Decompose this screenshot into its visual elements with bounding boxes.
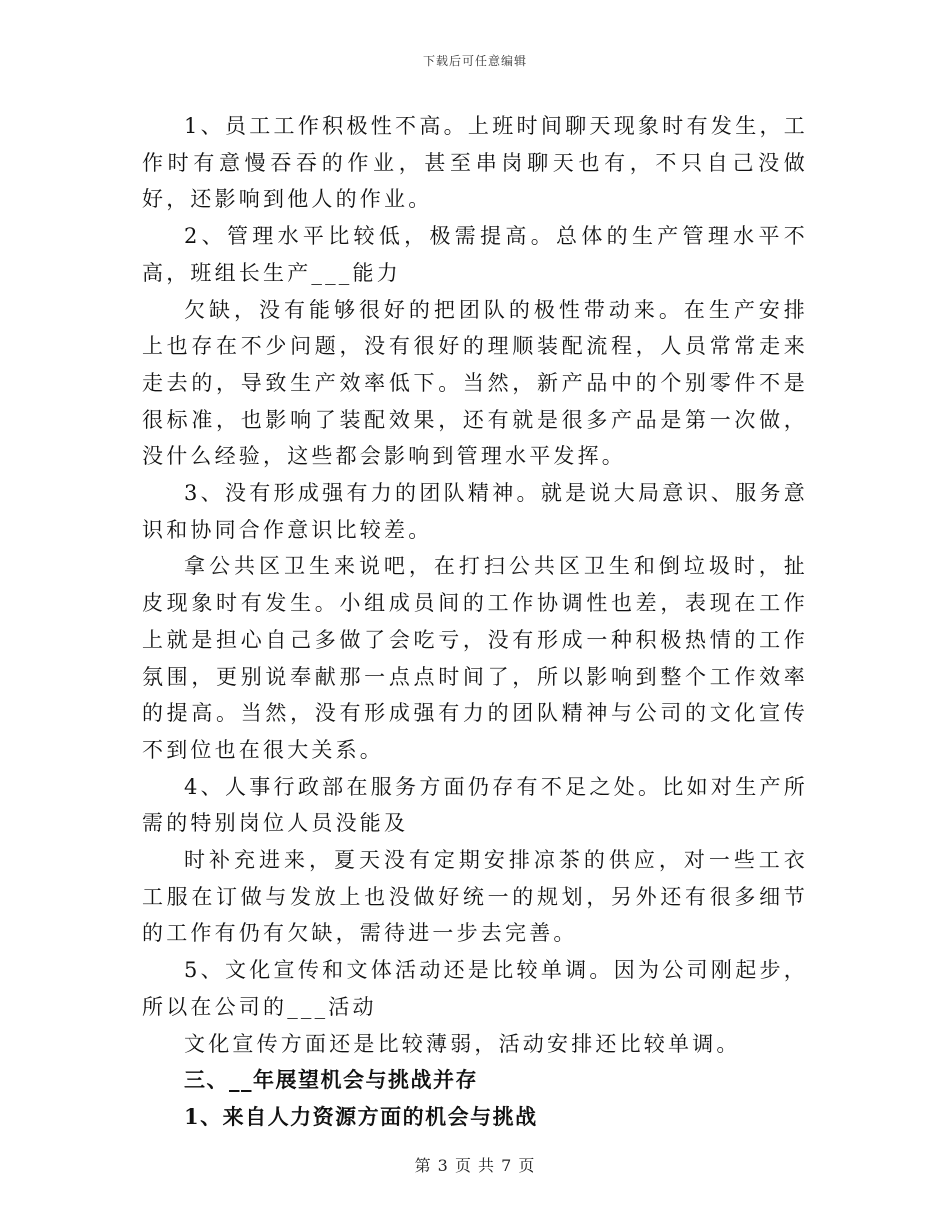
document-body: [142, 108, 808, 1136]
section-heading-outlook: 三、__年展望机会与挑战并存: [184, 1067, 478, 1093]
paragraph-team-spirit-detail: 拿公共区卫生来说吧，在打扫公共区卫生和倒垃圾时，扯皮现象时有发生。小组成员间的工作协调性也差，表现在工作上就是担心自己多做了会吃亏，没有形成一种积极热情的工作氛围，更别说奉献那一点点时间了，所以影响到整个工作效率的提高。当然，没有形成强有力的团队精神与公司的文化宣传不到位也在很大关系。: [142, 554, 808, 762]
paragraph-management-detail: 欠缺，没有能够很好的把团队的极性带动来。在生产安排上也存在不少问题，没有很好的理顺装配流程，人员常常走来走去的，导致生产效率低下。当然，新产品中的个别零件不是很标准，也影响了装配效果，还有就是很多产品是第一次做，没什么经验，这些都会影响到管理水平发挥。: [142, 297, 808, 469]
page-number: 第 3 页 共 7 页: [414, 1156, 536, 1175]
paragraph-team-spirit: 3、没有形成强有力的团队精神。就是说大局意识、服务意识和协同合作意识比较差。: [142, 481, 808, 542]
paragraph-culture-activities: 5、文化宣传和文体活动还是比较单调。因为公司刚起步，所以在公司的___活动: [142, 958, 808, 1019]
page-header-note: 下载后可任意编辑: [422, 54, 527, 68]
subsection-heading-hr: 1、来自人力资源方面的机会与挑战: [184, 1103, 538, 1129]
paragraph-employee-motivation: 1、员工工作积极性不高。上班时间聊天现象时有发生，工作时有意慢吞吞的作业，甚至串岗聊天也有，不只自己没做好，还影响到他人的作业。: [142, 114, 808, 212]
paragraph-hr-service: 4、人事行政部在服务方面仍存有不足之处。比如对生产所需的特别岗位人员没能及: [142, 774, 808, 836]
paragraph-culture-detail: 文化宣传方面还是比较薄弱，活动安排还比较单调。: [184, 1031, 741, 1056]
paragraph-hr-service-detail: 时补充进来，夏天没有定期安排凉茶的供应，对一些工衣工服在订做与发放上也没做好统一的规划，另外还有很多细节的工作有仍有欠缺，需待进一步去完善。: [142, 848, 808, 946]
paragraph-management-level: 2、管理水平比较低，极需提高。总体的生产管理水平不高，班组长生产___能力: [142, 224, 808, 285]
